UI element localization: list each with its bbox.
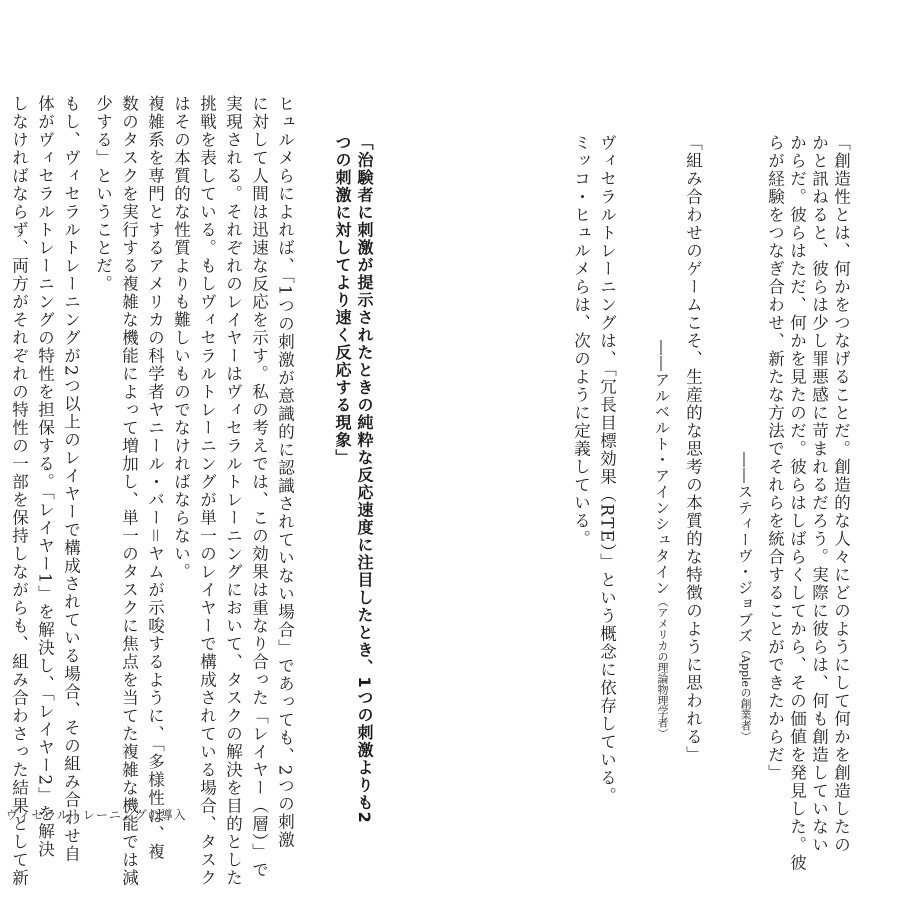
paragraph3-line-1: もし、ヴィセラルトレーニングが2つ以上のレイヤーで構成されている場合、その組み合わせ自 — [61, 95, 81, 863]
jobs-quote-line-4: らが経験をつなぎ合わせ、新たな方法でそれらを統合することができたからだ」 — [765, 134, 785, 782]
definition-line-1: 「治験者に刺激が提示されたときの純粋な反応速度に注目したとき、1つの刺激よりも2 — [355, 134, 374, 825]
rte-body-line-1: ヴィセラルトレーニングは、「冗長目標効果（RTE）」という概念に依存している。 — [597, 134, 617, 806]
paragraph2-line-1: 複雑系を専門とするアメリカの科学者ヤニール・バー＝ヤムが示唆するように、「多様性は、複 — [145, 95, 165, 861]
jobs-attribution-name: ――スティーヴ・ジョブズ — [736, 452, 754, 644]
paragraph1-line-3: 実現される。それぞれのレイヤーはヴィセラルトレーニングにおいて、タスクの解決を目的とした — [223, 95, 243, 887]
jobs-attribution — [737, 452, 752, 742]
jobs-attribution-note: （Appleの創業者） — [739, 644, 752, 743]
einstein-quote-line-1: 「組み合わせのゲームこそ、生産的な思考の本質的な特徴のように思われる」 — [683, 134, 703, 764]
paragraph3-line-3: しなければならず、両方がそれぞれの特性の一部を保持しながらも、組み合わさった結果として新 — [9, 95, 29, 887]
paragraph1-line-1: ヒュルメらによれば、「1つの刺激が意識的に認識されていない場合」であっても、2つの刺激 — [275, 95, 295, 849]
paragraph2-line-3: 少する」ということだ。 — [93, 95, 113, 293]
paragraph1-line-2: に対して人間は迅速な反応を示す。私の考えでは、この効果は重なり合った「レイヤー（層）」で — [249, 95, 269, 879]
paragraph1-line-4: 挑戦を表している。もしヴィセラルトレーニングが単一のレイヤーで構成されている場合、タスク — [197, 95, 217, 887]
definition-line-2: つの刺激に対してより速く反応する現象」 — [333, 134, 352, 467]
einstein-attribution-name: ――アルベルト・アインシュタイン — [653, 340, 671, 596]
einstein-attribution — [654, 340, 669, 739]
jobs-quote-line-2: かと訊ねると、彼らは少し罪悪感に苛まれるだろう。実際に彼らは、何も創造していない — [809, 134, 829, 854]
jobs-quote-line-3: からだ。彼らはただ、何かを見たのだ。彼らはしばらくしてから、その価値を発見した。彼 — [787, 134, 807, 872]
jobs-quote-line-1: 「創造性とは、何かをつなげることだ。創造的な人々にどのようにして何かを創造したの — [831, 134, 851, 854]
rte-body-line-2: ミッコ・ヒュルメらは、次のように定義している。 — [571, 134, 591, 548]
paragraph2-line-2: 数のタスクを実行する複雑な機能によって増加し、単一のタスクに焦点を当てた複雑な機能では減 — [119, 95, 139, 887]
paragraph3-line-2: 体がヴィセラルトレーニングの特性を担保する。「レイヤー1」を解決し、「レイヤー2」を解決 — [35, 95, 55, 859]
running-footer: ヴィセラルトレーニングの導入 — [6, 808, 187, 822]
paragraph1-line-5: はその本質的な性質よりも難しいものでなければならない。 — [171, 95, 191, 581]
einstein-attribution-note: （アメリカの理論物理学者） — [656, 596, 669, 739]
